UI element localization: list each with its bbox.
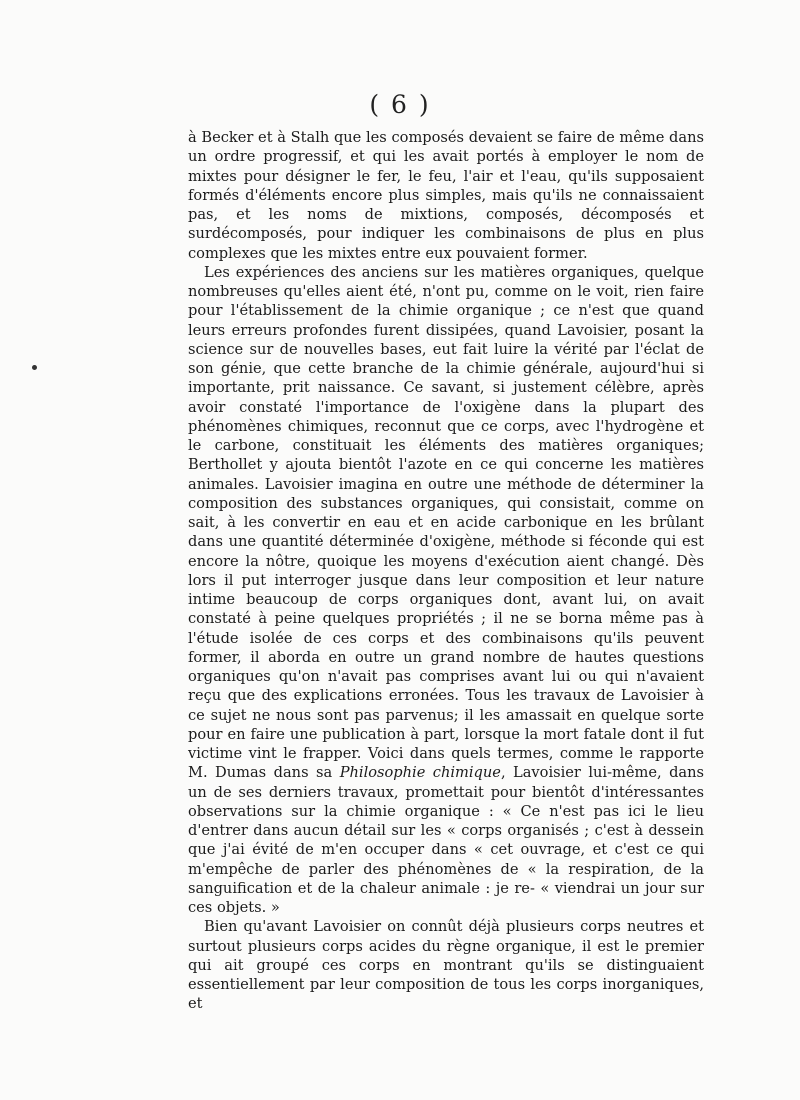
citation-title: Philosophie chimique (339, 764, 501, 782)
paragraph-2 (188, 263, 704, 918)
paragraph-1: à Becker et à Stalh que les composés devaient se faire de même dans un ordre progressif, et qui les avait portés à employer le nom de mixtes pour désigner le fer, le feu, l'air et l'eau, qu'ils supposaient formés d'éléments encore plus simples, mais qu'ils ne connaissaient pas, et les noms de mixtions, composés, décomposés et surdécomposés, pour indiquer les combinaisons de plus en plus complexes que les mixtes entre eux pouvaient former. (188, 129, 704, 262)
body-text (188, 128, 704, 1014)
page-number: ( 6 ) (369, 90, 431, 119)
paragraph-2-quote: , Lavoisier lui-même, dans un de ses derniers travaux, promettait pour bientôt d'intéressantes observations sur la chimie organique : « Ce n'est pas ici le lieu d'entrer dans aucun détail sur les « corps organisés ; c'est à dessein que j'ai évité de m'en occuper dans « cet ouvrage, et c'est ce qui m'empêche de parler des phénomènes de « la respiration, de la sanguification et de la chaleur animale : je re- « viendrai un jour sur ces objets. » (188, 764, 704, 916)
paragraph-2-text: Les expériences des anciens sur les matières organiques, quelque nombreuses qu'elles aient été, n'ont pu, comme on le voit, rien faire pour l'établissement de la chimie organique ; ce n'est que quand leurs erreurs profondes furent dissipées, quand Lavoisier, posant la science sur de nouvelles bases, eut fait luire la vérité par l'éclat de son génie, que cette branche de la chimie générale, aujourd'hui si importante, prit naissance. Ce savant, si justement célèbre, après avoir constaté l'importance de l'oxigène dans la plupart des phénomènes chimiques, reconnut que ce corps, avec l'hydrogène et le carbone, constituait les éléments des matières organiques; Berthollet y ajouta bientôt l'azote en ce qui concerne les matières animales. Lavoisier imagina en outre une méthode de déterminer la composition des substances organiques, qui consistait, comme on sait, à les convertir en eau et en acide carbonique en les brûlant dans une quantité déterminée d'oxigène, méthode si féconde qui est encore la nôtre, quoique les moyens d'exécution aient changé. Dès lors il put interroger jusque dans leur composition et leur nature intime beaucoup de corps organiques dont, avant lui, on avait constaté à peine quelques propriétés ; il ne se borna même pas à l'étude isolée de ces corps et des combinaisons qu'ils peuvent former, il aborda en outre un grand nombre de hautes questions organiques qu'on n'avait pas comprises avant lui ou qui n'avaient reçu que des explications erronées. Tous les travaux de Lavoisier à ce sujet ne nous sont pas parvenus; il les amassait en quelque sorte pour en faire une publication à part, lorsque la mort fatale dont il fut victime vint le frapper. Voici dans quels termes, comme le rapporte M. Dumas dans sa (188, 263, 704, 782)
margin-mark (32, 365, 37, 370)
paragraph-3: Bien qu'avant Lavoisier on connût déjà plusieurs corps neutres et surtout plusieurs corps acides du règne organique, il est le premier qui ait groupé ces corps en montrant qu'ils se distinguaient essentiellement par leur composition de tous les corps inorganiques, et (188, 918, 704, 1013)
